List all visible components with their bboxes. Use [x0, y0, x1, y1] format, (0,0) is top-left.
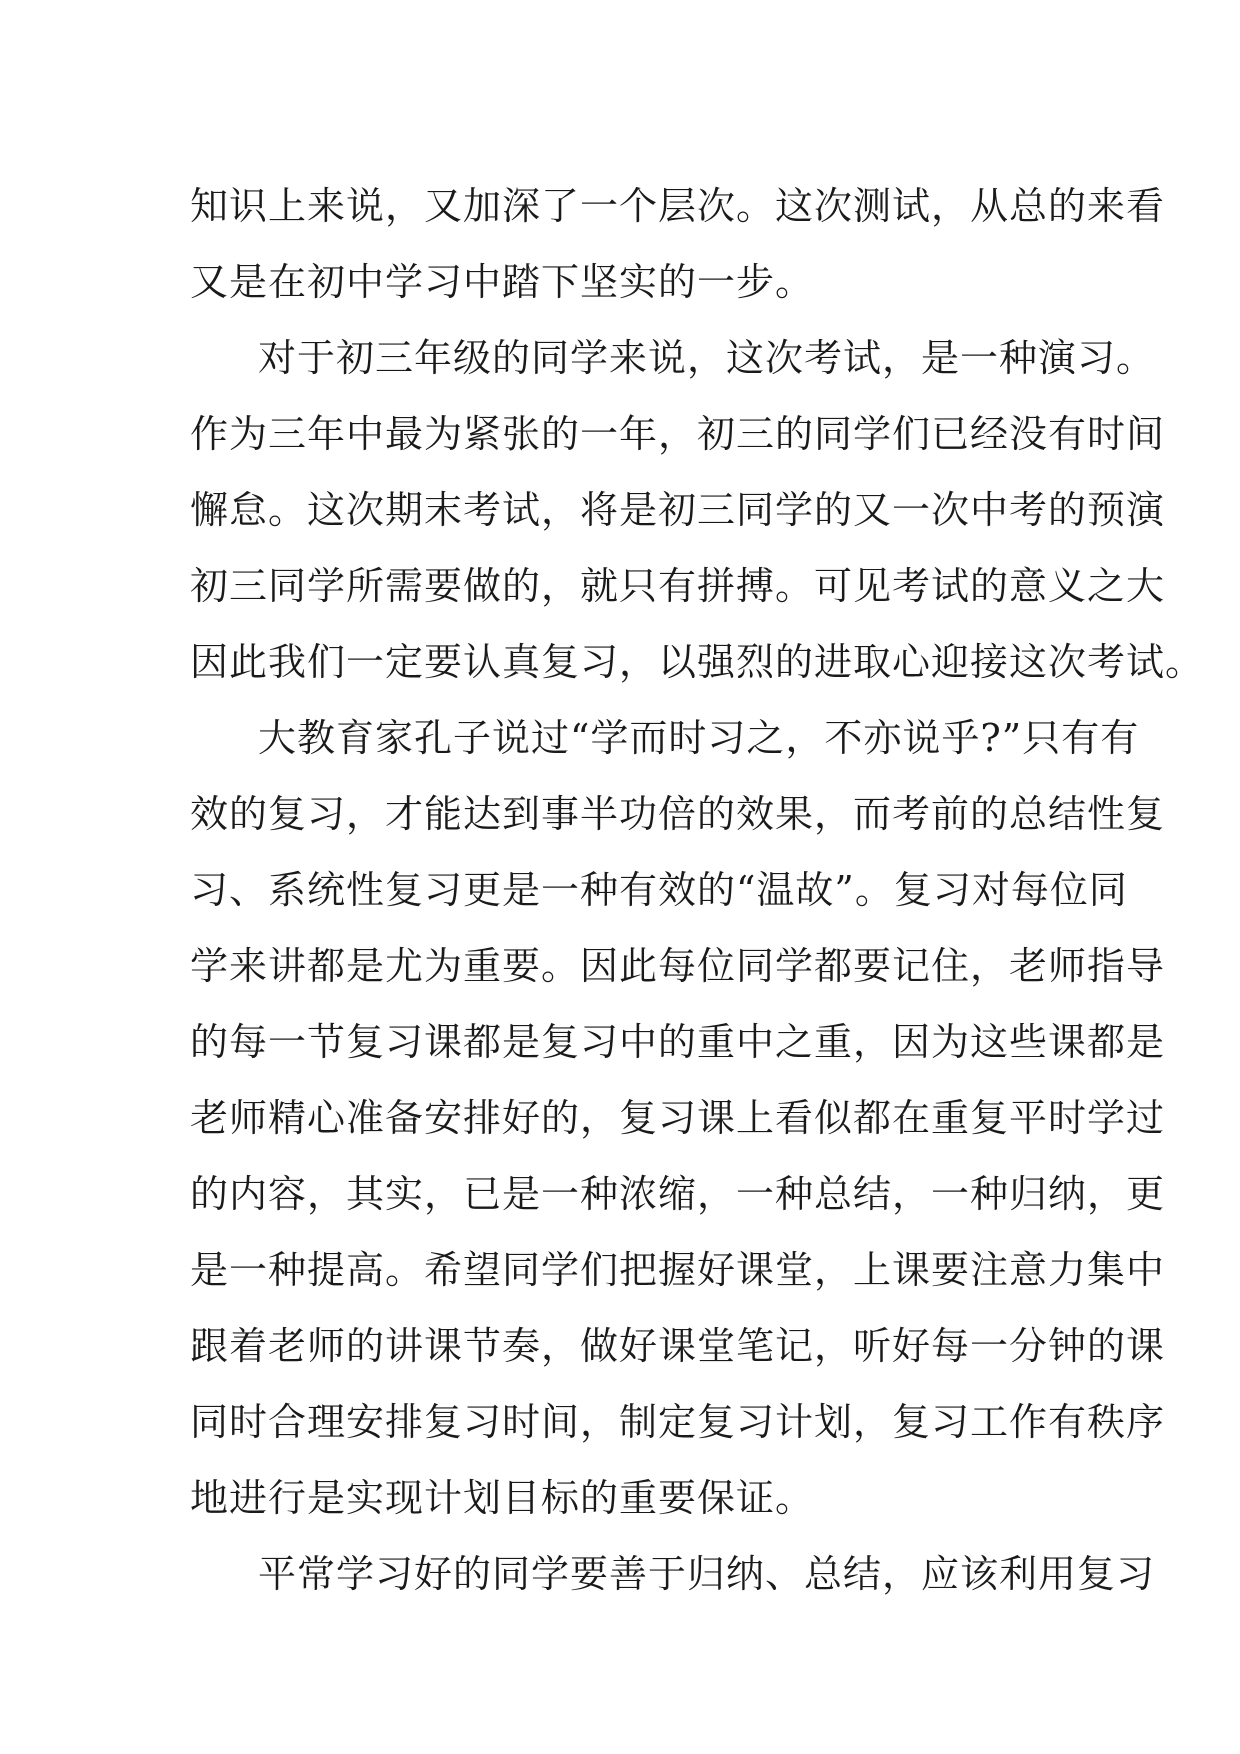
text-line: 又是在初中学习中踏下坚实的一步。: [190, 260, 815, 304]
paragraph-start-line: 对于初三年级的同学来说，这次考试，是一种演习。: [258, 336, 1156, 380]
text-line: 同时合理安排复习时间，制定复习计划，复习工作有秩序: [190, 1400, 1166, 1444]
text-line: 因此我们一定要认真复习，以强烈的进取心迎接这次考试。: [190, 640, 1205, 684]
text-line: 跟着老师的讲课节奏，做好课堂笔记，听好每一分钟的课: [190, 1324, 1166, 1368]
text-line: 地进行是实现计划目标的重要保证。: [190, 1476, 815, 1520]
text-line: 是一种提高。希望同学们把握好课堂，上课要注意力集中: [190, 1248, 1166, 1292]
body-text: [190, 168, 1205, 1612]
text-line: 习、系统性复习更是一种有效的“温故”。复习对每位同: [190, 868, 1128, 912]
paragraph-start-line: 大教育家孔子说过“学而时习之，不亦说乎?”只有有: [258, 716, 1140, 760]
text-line: 老师精心准备安排好的，复习课上看似都在重复平时学过: [190, 1096, 1166, 1140]
text-line: 效的复习，才能达到事半功倍的效果，而考前的总结性复: [190, 792, 1166, 836]
paragraph-start-line: 平常学习好的同学要善于归纳、总结，应该利用复习: [258, 1552, 1156, 1596]
text-line: 的每一节复习课都是复习中的重中之重，因为这些课都是: [190, 1020, 1166, 1064]
text-line: 作为三年中最为紧张的一年，初三的同学们已经没有时间: [190, 412, 1166, 456]
text-line: 学来讲都是尤为重要。因此每位同学都要记住，老师指导: [190, 944, 1166, 988]
text-line: 懈怠。这次期末考试，将是初三同学的又一次中考的预演: [190, 488, 1166, 532]
text-line: 初三同学所需要做的，就只有拼搏。可见考试的意义之大: [190, 564, 1166, 608]
text-line: 知识上来说，又加深了一个层次。这次测试，从总的来看: [190, 184, 1166, 228]
text-line: 的内容，其实，已是一种浓缩，一种总结，一种归纳，更: [190, 1172, 1166, 1216]
